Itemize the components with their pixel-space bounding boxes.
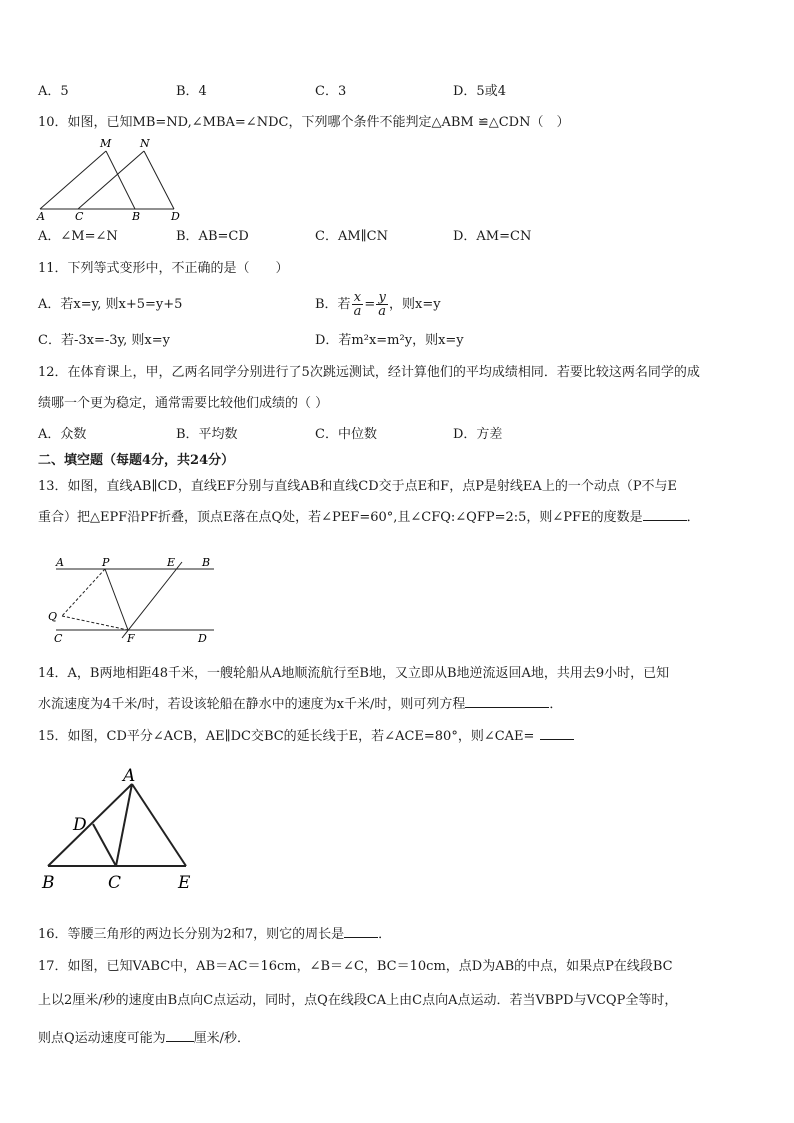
q13-label-q: Q [48, 610, 58, 623]
q9-option-c: C．3 [315, 84, 347, 99]
q14-stem-line1: 14．A，B两地相距48千米，一艘轮船从A地顺流航行至B地，又立即从B地逆流返回A地，共用去9小时，已知 [38, 666, 670, 681]
q15-answer-blank[interactable] [540, 739, 574, 740]
q11-fraction-right-num: y [376, 291, 388, 305]
q11-option-a: A．若x=y, 则x+5=y+5 [38, 297, 183, 312]
q17-answer-blank[interactable] [166, 1041, 194, 1042]
q17-stem-line3 [38, 1030, 250, 1048]
q10-label-b: B [132, 210, 141, 222]
q13-label-e: E [167, 556, 176, 569]
q10-label-m: M [100, 137, 112, 150]
q14-end: ． [549, 697, 563, 712]
q15-label-c: C [108, 873, 122, 893]
q10-option-c: C．AM∥CN [315, 229, 388, 244]
q11-option-b-suffix: ，则x=y [389, 297, 441, 312]
q13-answer-blank[interactable] [643, 520, 687, 521]
q15-label-d: D [73, 815, 87, 835]
q13-label-c: C [54, 632, 63, 645]
q14-stem-line2 [38, 696, 562, 714]
q11-stem: 11．下列等式变形中，不正确的是（ ） [38, 261, 289, 276]
q9-option-d: D．5或4 [453, 84, 506, 99]
section-fill-in-heading: 二、填空题（每题4分，共24分） [38, 453, 235, 468]
q17-unit: 厘米/秒． [193, 1031, 251, 1046]
q13-stem-line1: 13．如图，直线AB∥CD，直线EF分别与直线AB和直线CD交于点E和F，点P是射线EA上的一个动点（P不与E [38, 479, 678, 494]
q11-fraction-right [376, 291, 388, 318]
q11-option-c: C．若-3x=-3y, 则x=y [38, 333, 170, 348]
q10-option-d: D．AM=CN [453, 229, 532, 244]
q12-option-a: A．众数 [38, 427, 87, 442]
q17-stem-line2: 上以2厘米/秒的速度由B点向C点运动，同时，点Q在线段CA上由C点向A点运动．若当VBPD与VCQP全等时， [38, 993, 678, 1008]
q12-option-d: D．方差 [453, 427, 503, 442]
q11-fraction-left-num: x [352, 291, 364, 305]
q15-figure [38, 762, 208, 894]
q13-figure [42, 554, 222, 648]
q16-end: ． [378, 927, 392, 942]
q16-stem [38, 926, 391, 944]
q13-end: ． [686, 510, 700, 525]
q9-option-b: B．4 [176, 84, 207, 99]
q17-stem-line1: 17．如图，已知VABC中，AB＝AC＝16cm，∠B＝∠C，BC＝10cm，点D为AB的中点，如果点P在线段BC [38, 959, 673, 974]
q15-label-a: A [123, 766, 136, 786]
q13-label-d: D [198, 632, 207, 645]
q12-stem-line2: 绩哪一个更为稳定，通常需要比较他们成绩的（ ） [38, 396, 329, 411]
q9-option-a: A．5 [38, 84, 69, 99]
q10-option-a: A．∠M=∠N [38, 229, 118, 244]
q13-stem-line2 [38, 509, 700, 527]
q16-stem-text: 16．等腰三角形的两边长分别为2和7，则它的周长是 [38, 927, 345, 942]
q10-label-a: A [37, 210, 45, 222]
q14-stem-text: 水流速度为4千米/时，若设该轮船在静水中的速度为x千米/时，则可列方程 [38, 697, 466, 712]
q13-label-b: B [202, 556, 211, 569]
q11-fraction-left [352, 291, 364, 318]
q11-option-d: D．若m²x=m²y，则x=y [315, 333, 464, 348]
q13-label-p: P [102, 556, 110, 569]
q14-answer-blank[interactable] [465, 707, 549, 708]
q10-label-c: C [75, 210, 84, 222]
q15-stem-text: 15．如图，CD平分∠ACB，AE∥DC交BC的延长线于E，若∠ACE=80°，则∠CAE= [38, 729, 535, 744]
q10-stem: 10．如图，已知MB=ND,∠MBA=∠NDC，下列哪个条件不能判定△ABM ≌△CDN（ ） [38, 115, 570, 130]
q11-fraction-left-den: a [353, 304, 362, 319]
q10-option-b: B．AB=CD [176, 229, 249, 244]
q15-stem [38, 728, 574, 746]
q11-equals: = [364, 297, 376, 312]
q10-figure [34, 136, 194, 222]
q11-option-b [315, 287, 441, 323]
q13-label-a: A [56, 556, 64, 569]
q15-label-e: E [178, 873, 191, 893]
q15-label-b: B [42, 873, 55, 893]
q11-fraction-right-den: a [378, 304, 386, 319]
q13-label-f: F [127, 632, 135, 645]
q11-option-b-prefix: B．若 [315, 297, 351, 312]
q12-option-b: B．平均数 [176, 427, 238, 442]
q10-label-n: N [140, 137, 150, 150]
q17-stem-text: 则点Q运动速度可能为 [38, 1031, 166, 1046]
q12-stem-line1: 12．在体育课上，甲，乙两名同学分别进行了5次跳远测试，经计算他们的平均成绩相同．若要比较这两名同学的成 [38, 365, 700, 380]
q10-label-d: D [171, 210, 180, 222]
q12-option-c: C．中位数 [315, 427, 377, 442]
q13-stem-text: 重合）把△EPF沿PF折叠，顶点E落在点Q处，若∠PEF=60°,且∠CFQ:∠QFP=2:5，则∠PFE的度数是 [38, 510, 643, 525]
q16-answer-blank[interactable] [344, 937, 378, 938]
